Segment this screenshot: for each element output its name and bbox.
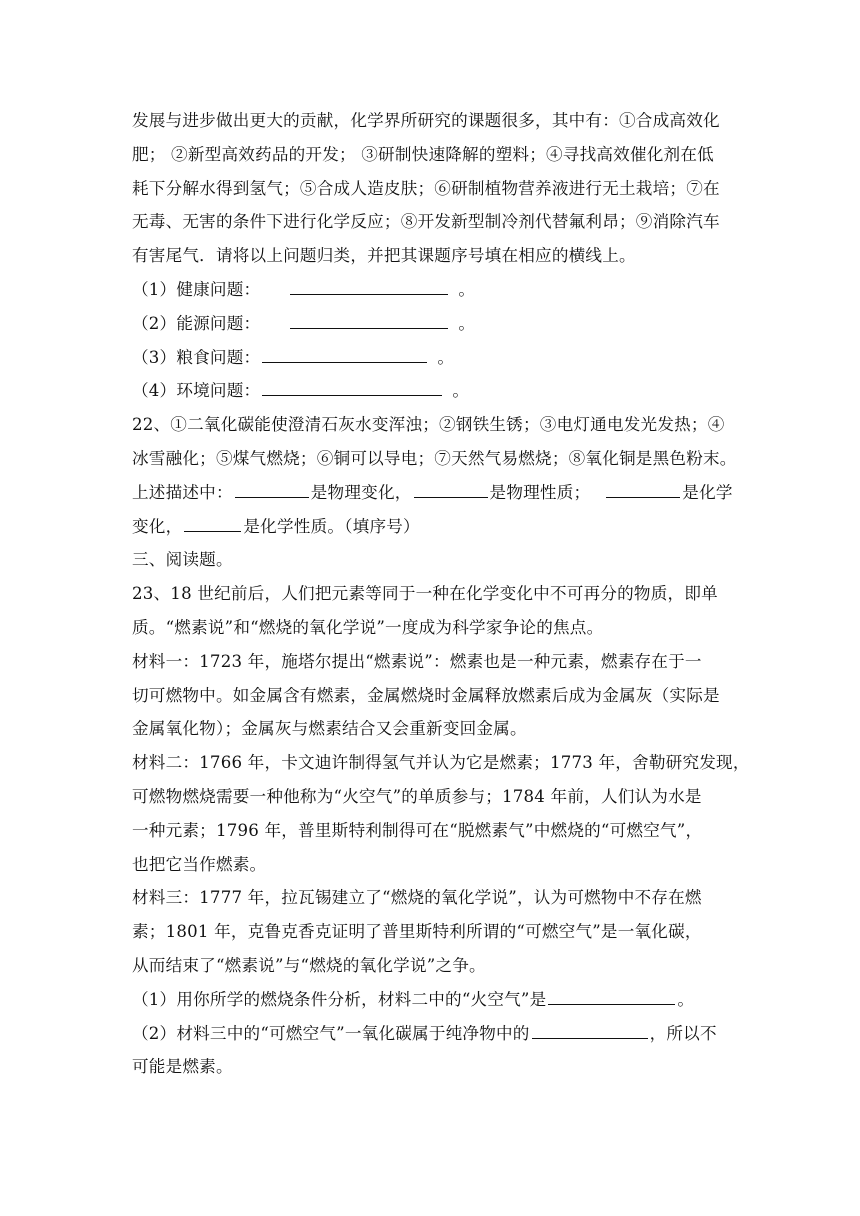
answer-blank-environment[interactable]: [262, 378, 442, 396]
q21-line-4: 无毒、无害的条件下进行化学反应；⑧开发新型制冷剂代替氟利昂；⑨消除汽车: [132, 212, 720, 232]
q23-material3-1: 材料三：1777 年，拉瓦锡建立了“燃烧的氧化学说”，认为可燃物中不存在燃: [132, 888, 702, 908]
q21-sub-health-end: 。: [458, 279, 476, 299]
q22-physical-change-label: 是物理变化，: [310, 482, 412, 502]
q23-sub-2-tail: ，所以不: [649, 1023, 717, 1043]
answer-blank-co-class[interactable]: [532, 1020, 648, 1038]
q22-line-1: 22、①二氧化碳能使澄清石灰水变浑浊；②钢铁生锈；③电灯通电发光发热；④: [132, 415, 725, 435]
q21-line-3: 耗下分解水得到氢气；⑤合成人造皮肤；⑥研制植物营养液进行无土栽培；⑦在: [132, 178, 720, 198]
q22-line-4: [132, 510, 732, 544]
answer-blank-health[interactable]: [290, 277, 448, 295]
q21-sub-environment-label: （4）环境问题：: [132, 381, 261, 401]
q21-sub-health-label: （1）健康问题：: [132, 279, 261, 299]
q23-material2-1: 材料二：1766 年，卡文迪许制得氢气并认为它是燃素；1773 年，舍勒研究发现，: [132, 753, 750, 773]
q23-material1-2: 切可燃物中。如金属含有燃素，金属燃烧时金属释放燃素后成为金属灰（实际是: [132, 685, 720, 705]
answer-blank-fire-air[interactable]: [548, 986, 675, 1004]
q22-chemical-property-label: 是化学性质。（填序号）: [243, 516, 420, 536]
answer-blank-physical-property[interactable]: [414, 479, 488, 497]
answer-blank-energy[interactable]: [290, 310, 448, 328]
q23-material3-3: 从而结束了“燃素说”与“燃烧的氧化学说”之争。: [132, 955, 486, 975]
q23-material2-2: 可燃物燃烧需要一种他称为“火空气”的单质参与；1784 年前，人们认为水是: [132, 786, 702, 806]
section-reading-title: 三、阅读题。: [132, 550, 233, 570]
q23-material3-2: 素；1801 年，克鲁克香克证明了普里斯特利所谓的“可燃空气”是一氧化碳，: [132, 922, 702, 942]
question-23: [132, 577, 750, 1084]
q21-line-5: 有害尾气．请将以上问题归类，并把其课题序号填在相应的横线上。: [132, 246, 636, 266]
q23-sub-1-end: 。: [677, 989, 695, 1009]
q23-sub-2: [132, 1017, 732, 1051]
q21-sub-energy: [132, 307, 732, 341]
q21-sub-energy-label: （2）能源问题：: [132, 313, 261, 333]
q21-sub-environment: [132, 374, 732, 408]
q22-physical-property-label: 是物理性质；: [489, 482, 591, 502]
answer-blank-chemical-property[interactable]: [184, 513, 241, 531]
q23-material1-3: 金属氧化物）；金属灰与燃素结合又会重新变回金属。: [132, 719, 527, 739]
question-22: [132, 408, 737, 543]
q21-sub-energy-end: 。: [458, 313, 476, 333]
q22-line-2: 冰雪融化；⑤煤气燃烧；⑥铜可以导电；⑦天然气易燃烧；⑧氧化铜是黑色粉末。: [132, 448, 737, 468]
q23-sub-1: [132, 983, 732, 1017]
q23-sub-1-text: （1）用你所学的燃烧条件分析，材料二中的“火空气”是: [132, 989, 547, 1009]
q22-prefix: 上述描述中：: [132, 482, 233, 502]
q23-intro-2: 质。“燃素说”和“燃烧的氧化学说”一度成为科学家争论的焦点。: [132, 617, 604, 637]
q21-line-2: 肥； ②新型高效药品的开发； ③研制快速降解的塑料；④寻找高效催化剂在低: [132, 144, 714, 164]
q21-sub-food: [132, 341, 732, 375]
q21-sub-food-end: 。: [437, 347, 455, 367]
q22-line-3: [132, 476, 732, 510]
q21-sub-environment-end: 。: [452, 381, 470, 401]
q21-sub-food-label: （3）粮食问题：: [132, 347, 261, 367]
answer-blank-chemical-change[interactable]: [606, 479, 680, 497]
q23-material1-1: 材料一：1723 年，施塔尔提出“燃素说”：燃素也是一种元素，燃素存在于一: [132, 651, 702, 671]
q22-chemical-change-label: 是化学: [682, 482, 733, 502]
question-21: [132, 104, 732, 408]
q23-sub-2-text: （2）材料三中的“可燃空气”一氧化碳属于纯净物中的: [132, 1023, 530, 1043]
q23-sub-2-cont: 可能是燃素。: [132, 1057, 233, 1077]
document-page: [132, 104, 750, 1084]
q23-intro-1: 23、18 世纪前后，人们把元素等同于一种在化学变化中不可再分的物质，即单: [132, 584, 718, 604]
q23-material2-4: 也把它当作燃素。: [132, 854, 267, 874]
answer-blank-physical-change[interactable]: [235, 479, 309, 497]
q21-sub-health: [132, 273, 732, 307]
q23-material2-3: 一种元素；1796 年，普里斯特利制得可在“脱燃素气”中燃烧的“可燃空气”，: [132, 820, 703, 840]
q22-change-word: 变化，: [132, 516, 183, 536]
q21-line-1: 发展与进步做出更大的贡献，化学界所研究的课题很多，其中有：①合成高效化: [132, 111, 720, 130]
answer-blank-food[interactable]: [262, 344, 427, 362]
